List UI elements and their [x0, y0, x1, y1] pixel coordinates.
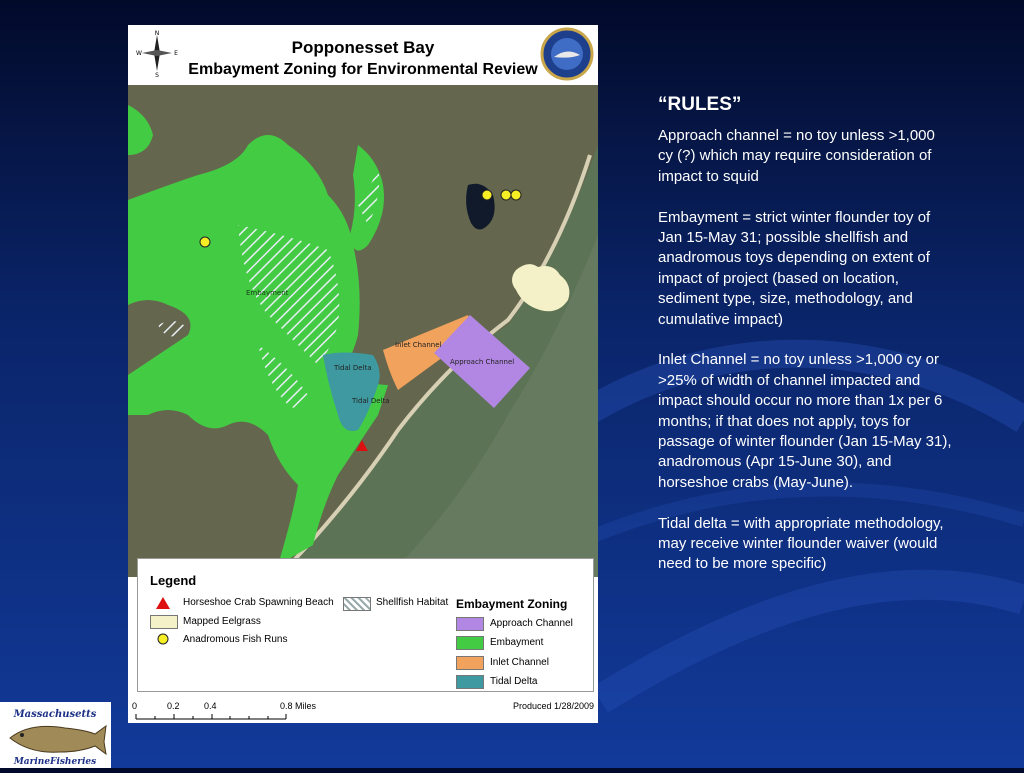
shellfish-swatch [343, 597, 371, 611]
legend-zone-approach: Approach Channel [490, 618, 573, 629]
horseshoe-triangle-icon [156, 597, 170, 609]
rule-approach-channel: Approach channel = no toy unless >1,000 cy (?) which may require consideration of impact to squid [658, 127, 935, 185]
compass-e: E [174, 50, 178, 57]
fish-run-marker [482, 190, 492, 200]
label-inlet-channel: Inlet Channel [395, 341, 442, 349]
map-title: Popponesset Bay [291, 38, 435, 57]
rule-inlet-channel: Inlet Channel = no toy unless >1,000 cy or >25% of width of channel impacted and impact should occur no more than 1x per 6 months; if that does not apply, toys for passage of winter flounder (Jan 15-May 31), anadromous (Apr 15-June 30), and horseshoe crabs (May-June). [658, 351, 952, 491]
embayment-swatch [456, 636, 484, 650]
rule-tidal-delta: Tidal delta = with appropriate methodology, may receive winter flounder waiver (would need to be more specific) [658, 514, 944, 573]
fish-run-dot-icon [157, 633, 169, 645]
logo-text-top: Massachusetts [13, 709, 97, 720]
label-tidal-delta-2: Tidal Delta [352, 397, 390, 405]
eelgrass-swatch [150, 615, 178, 629]
scale-ruler [134, 713, 294, 721]
map-panel [128, 25, 598, 723]
scale-tick-3: 0.8 Miles [280, 701, 317, 711]
rules-panel [658, 94, 953, 595]
label-embayment: Embayment [246, 289, 289, 297]
legend-eelgrass: Mapped Eelgrass [183, 616, 261, 627]
scale-tick-1: 0.2 [167, 701, 180, 711]
legend-fish-runs: Anadromous Fish Runs [183, 634, 288, 645]
map-header [128, 25, 598, 85]
map-legend [137, 558, 594, 692]
legend-zoning-title: Embayment Zoning [456, 597, 568, 611]
rules-title: “RULES” [658, 94, 742, 115]
legend-horseshoe: Horseshoe Crab Spawning Beach [183, 597, 334, 608]
satellite-map [128, 85, 598, 577]
scale-tick-0: 0 [132, 701, 138, 711]
produced-date: Produced 1/28/2009 [513, 701, 595, 711]
logo-text-bottom: MarineFisheries [13, 757, 97, 767]
label-tidal-delta-1: Tidal Delta [334, 364, 372, 372]
map-subtitle: Embayment Zoning for Environmental Review [188, 61, 538, 78]
inlet-swatch [456, 656, 484, 670]
fish-run-marker [200, 237, 210, 247]
rule-embayment: Embayment = strict winter flounder toy of Jan 15-May 31; possible shellfish and anadromous toys depending on extent of impact of project (based on location, sediment type, size, methodology, and cumulative impact) [658, 208, 931, 328]
scale-bar [128, 693, 598, 723]
tidal-swatch [456, 675, 484, 689]
scale-tick-2: 0.4 [204, 701, 217, 711]
approach-swatch [456, 617, 484, 631]
legend-zone-inlet: Inlet Channel [490, 657, 549, 668]
compass-w: W [136, 50, 142, 57]
fish-run-marker [511, 190, 521, 200]
cod-fish-icon [0, 702, 111, 768]
legend-zone-embayment: Embayment [490, 637, 544, 648]
legend-shellfish: Shellfish Habitat [376, 597, 449, 608]
fish-run-marker [501, 190, 511, 200]
legend-zone-tidal: Tidal Delta [490, 676, 538, 687]
ma-marine-fisheries-logo [0, 702, 111, 768]
compass-s: S [155, 72, 159, 77]
label-approach-channel: Approach Channel [450, 358, 515, 366]
compass-n: N [154, 30, 160, 37]
agency-seal-icon [540, 27, 594, 81]
legend-title: Legend [150, 573, 197, 588]
